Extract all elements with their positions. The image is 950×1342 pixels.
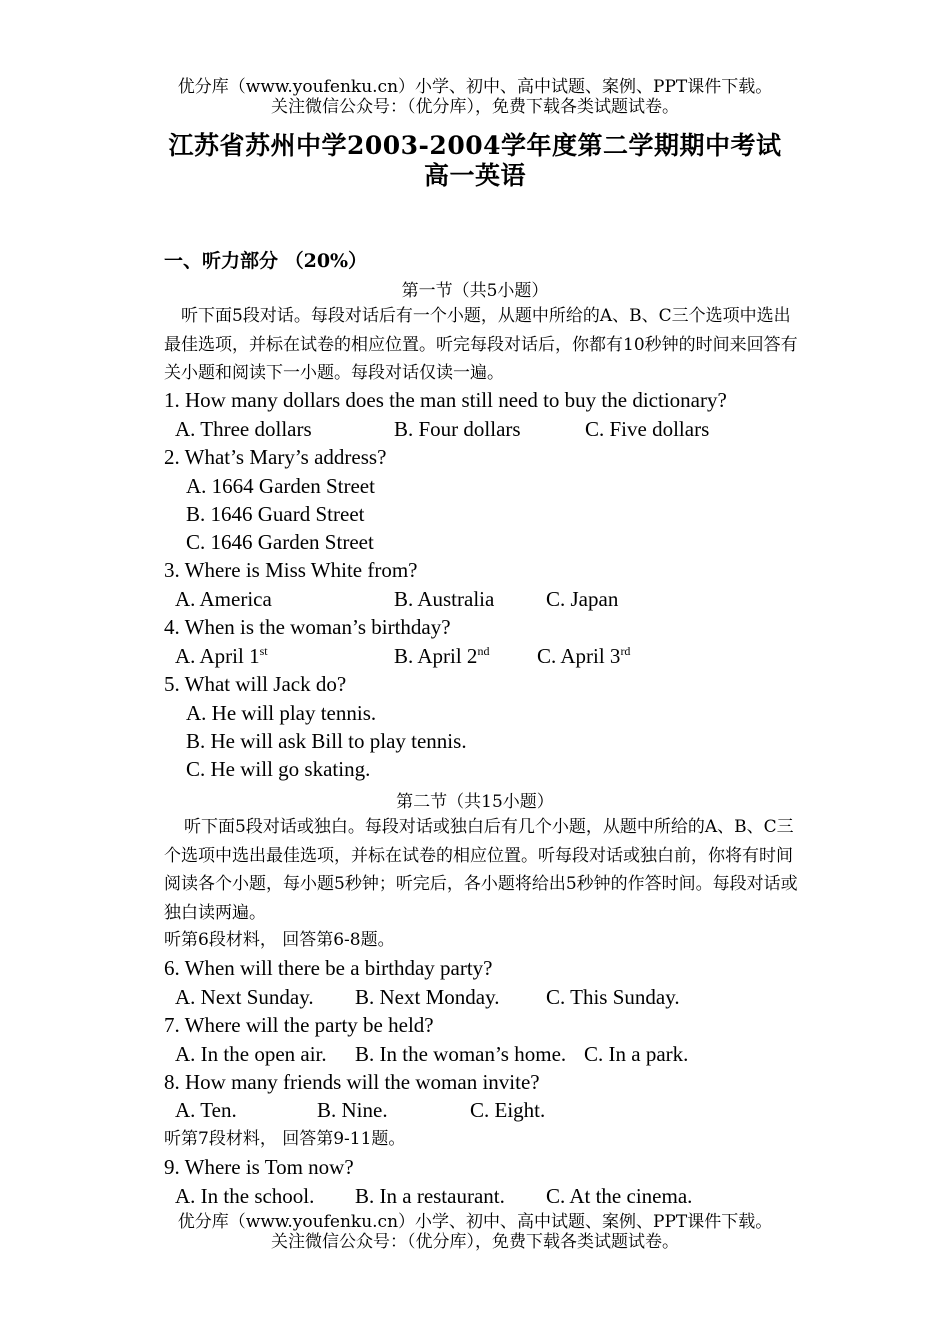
question-5-option-c: C. He will go skating. [186,757,371,781]
question-9-option-c: C. At the cinema. [546,1184,693,1208]
question-5-stem: 5. What will Jack do? [164,672,347,696]
question-7-option-c: C. In a park. [584,1042,689,1066]
part1-heading: 一、听力部分 （20%） [164,250,368,272]
question-1-option-b: B. Four dollars [394,417,521,441]
question-7-stem: 7. Where will the party be held? [164,1013,434,1037]
question-9-option-a: A. In the school. [175,1184,315,1208]
material-6-note: 听第6段材料， 回答第6-8题。 [164,930,395,950]
question-6-option-a: A. Next Sunday. [175,985,314,1009]
exam-title: 江苏省苏州中学2003-2004学年度第二学期期中考试 [168,131,782,160]
section1-instructions: 听下面5段对话。每段对话后有一个小题，从题中所给的A、B、C三个选项中选出最佳选项，并标在试卷的相应位置。听完每段对话后，你都有10秒钟的时间来回答有关小题和阅读下一小题。每段对话仅读一遍。 [164,306,798,383]
exam-subject: 高一英语 [423,161,526,190]
question-8-option-b: B. Nine. [317,1098,388,1122]
question-2-option-a: A. 1664 Garden Street [186,474,375,498]
material-7-note: 听第7段材料， 回答第9-11题。 [164,1129,406,1149]
header-line-2: 关注微信公众号：（优分库），免费下载各类试题试卷。 [271,97,679,117]
question-4-stem: 4. When is the woman’s birthday? [164,615,451,639]
question-5-option-b: B. He will ask Bill to play tennis. [186,729,467,753]
question-1-stem: 1. How many dollars does the man still need to buy the dictionary? [164,388,727,412]
footer-line-2: 关注微信公众号：（优分库），免费下载各类试题试卷。 [271,1232,679,1252]
question-1-option-a: A. Three dollars [175,417,312,441]
footer-line-1: 优分库（www.youfenku.cn）小学、初中、高中试题、案例、PPT课件下载。 [177,1212,773,1232]
question-3-option-a: A. America [175,587,272,611]
question-5-option-a: A. He will play tennis. [186,701,377,725]
section1-title: 第一节（共5小题） [401,281,549,301]
question-1-option-c: C. Five dollars [585,417,710,441]
question-6-option-c: C. This Sunday. [546,985,680,1009]
question-3-option-c: C. Japan [546,587,619,611]
question-7-option-a: A. In the open air. [175,1042,327,1066]
section2-title: 第二节（共15小题） [396,792,554,812]
header-line-1: 优分库（www.youfenku.cn）小学、初中、高中试题、案例、PPT课件下载。 [177,77,773,97]
question-6-stem: 6. When will there be a birthday party? [164,956,493,980]
question-3-option-b: B. Australia [394,587,495,611]
question-3-stem: 3. Where is Miss White from? [164,558,418,582]
question-2-option-c: C. 1646 Garden Street [186,530,374,554]
question-8-stem: 8. How many friends will the woman invite? [164,1070,540,1094]
question-4-option-c: C. April 3rd [537,644,631,668]
question-4-option-a: A. April 1st [175,644,268,668]
question-7-option-b: B. In the woman’s home. [355,1042,567,1066]
question-2-stem: 2. What’s Mary’s address? [164,445,387,469]
section2-instructions: 听下面5段对话或独白。每段对话或独白后有几个小题，从题中所给的A、B、C三个选项中选出最佳选项，并标在试卷的相应位置。听每段对话或独白前，你将有时间阅读各个小题，每小题5秒钟；听完后，各小题将给出5秒钟的作答时间。每段对话或独白读两遍。 [164,817,798,923]
question-9-option-b: B. In a restaurant. [355,1184,505,1208]
question-4-option-b: B. April 2nd [394,644,490,668]
question-9-stem: 9. Where is Tom now? [164,1155,354,1179]
question-8-option-c: C. Eight. [470,1098,546,1122]
question-2-option-b: B. 1646 Guard Street [186,502,365,526]
question-6-option-b: B. Next Monday. [355,985,500,1009]
question-8-option-a: A. Ten. [175,1098,237,1122]
